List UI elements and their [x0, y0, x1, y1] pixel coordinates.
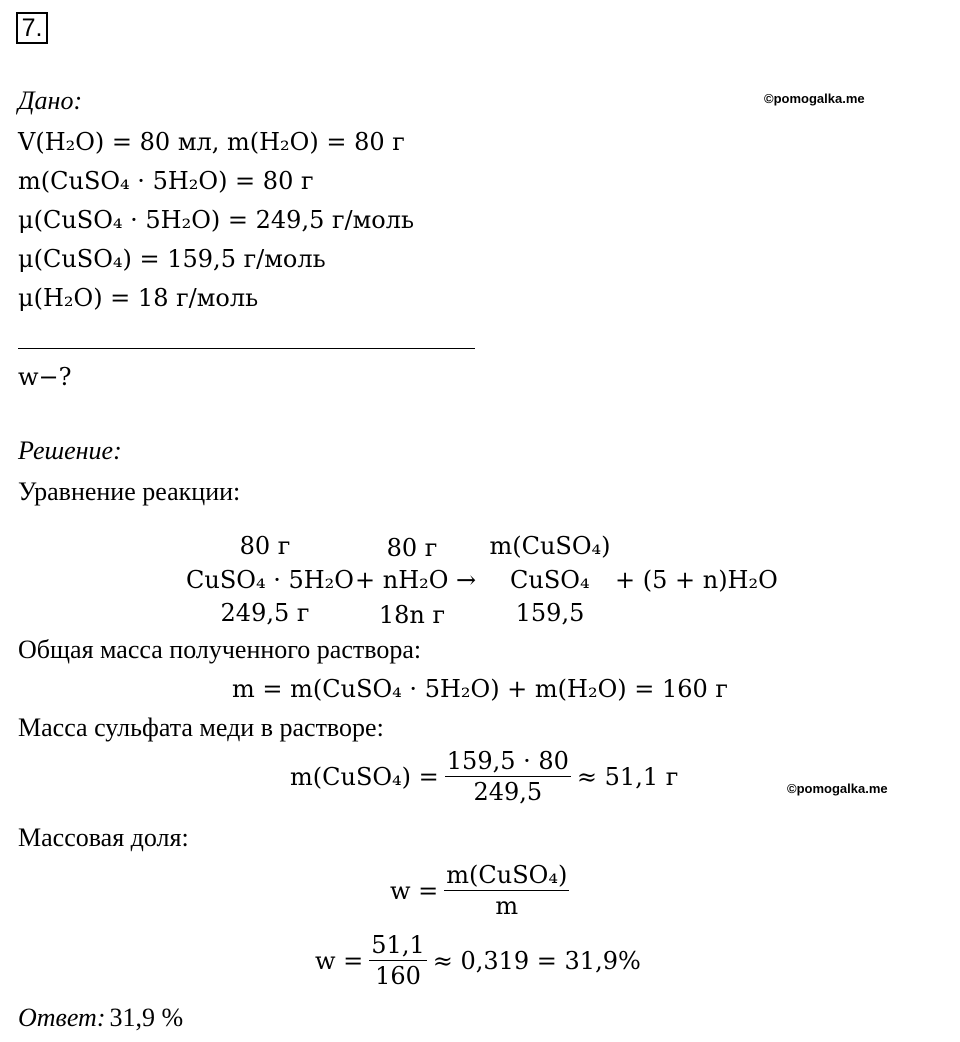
watermark-bottom: ©pomogalka.me: [787, 781, 888, 796]
w-value-rhs: ≈ 0,319 = 31,9%: [432, 946, 641, 975]
w-value: [315, 930, 641, 991]
reaction-product-2: + (5 + n)H₂O: [615, 566, 778, 594]
w-formula-numerator: m(CuSO₄): [446, 861, 568, 889]
reaction-top-3: m(CuSO₄): [489, 532, 611, 560]
w-formula-lhs: w =: [390, 876, 439, 905]
reaction-reactant-2: + nH₂O →: [355, 566, 477, 594]
cuso4-mass-label: Масса сульфата меди в растворе:: [18, 713, 384, 742]
problem-number: 7.: [16, 12, 48, 44]
reaction-label: Уравнение реакции:: [18, 477, 241, 506]
fraction-label: Массовая доля:: [18, 823, 189, 852]
cuso4-denominator: 249,5: [473, 778, 543, 806]
cuso4-numerator: 159,5 · 80: [446, 747, 569, 775]
given-divider: [18, 348, 475, 349]
given-line-3: μ(CuSO₄ · 5H₂O) = 249,5 г/моль: [18, 206, 415, 234]
reaction-product-1: CuSO₄: [510, 566, 590, 594]
given-line-5: μ(H₂O) = 18 г/моль: [18, 284, 259, 312]
find-line: w−?: [18, 363, 72, 391]
reaction-reactant-1: CuSO₄ · 5H₂O: [186, 566, 354, 594]
w-formula-denominator: m: [495, 892, 519, 920]
cuso4-mass-equation: [290, 746, 678, 807]
answer-label: Ответ:: [18, 1003, 106, 1032]
cuso4-lhs: m(CuSO₄) =: [290, 762, 439, 791]
total-mass-equation: m = m(CuSO₄ · 5H₂O) + m(H₂O) = 160 г: [232, 675, 729, 703]
given-line-2: m(CuSO₄ · 5H₂O) = 80 г: [18, 167, 314, 195]
answer-value: 31,9 %: [109, 1003, 184, 1032]
reaction-top-2: 80 г: [386, 534, 438, 562]
watermark-top: ©pomogalka.me: [764, 91, 865, 106]
w-value-fraction: [369, 930, 426, 991]
reaction-bottom-2: 18n г: [378, 601, 446, 629]
total-mass-label: Общая масса полученного раствора:: [18, 635, 422, 664]
w-value-lhs: w =: [315, 946, 364, 975]
given-line-4: μ(CuSO₄) = 159,5 г/моль: [18, 245, 326, 273]
reaction-bottom-1: 249,5 г: [220, 599, 310, 627]
cuso4-fraction: [445, 746, 571, 807]
solution-heading: Решение:: [18, 436, 122, 465]
w-formula-fraction: [444, 860, 569, 921]
answer-line: [18, 1003, 183, 1033]
given-line-1: V(H₂O) = 80 мл, m(H₂O) = 80 г: [18, 128, 405, 156]
w-formula: [390, 860, 569, 921]
cuso4-rhs: ≈ 51,1 г: [576, 762, 679, 791]
reaction-top-1: 80 г: [239, 532, 291, 560]
given-heading: Дано:: [18, 86, 83, 115]
w-value-numerator: 51,1: [371, 931, 425, 959]
reaction-bottom-3: 159,5: [515, 599, 585, 627]
w-value-denominator: 160: [375, 962, 421, 990]
